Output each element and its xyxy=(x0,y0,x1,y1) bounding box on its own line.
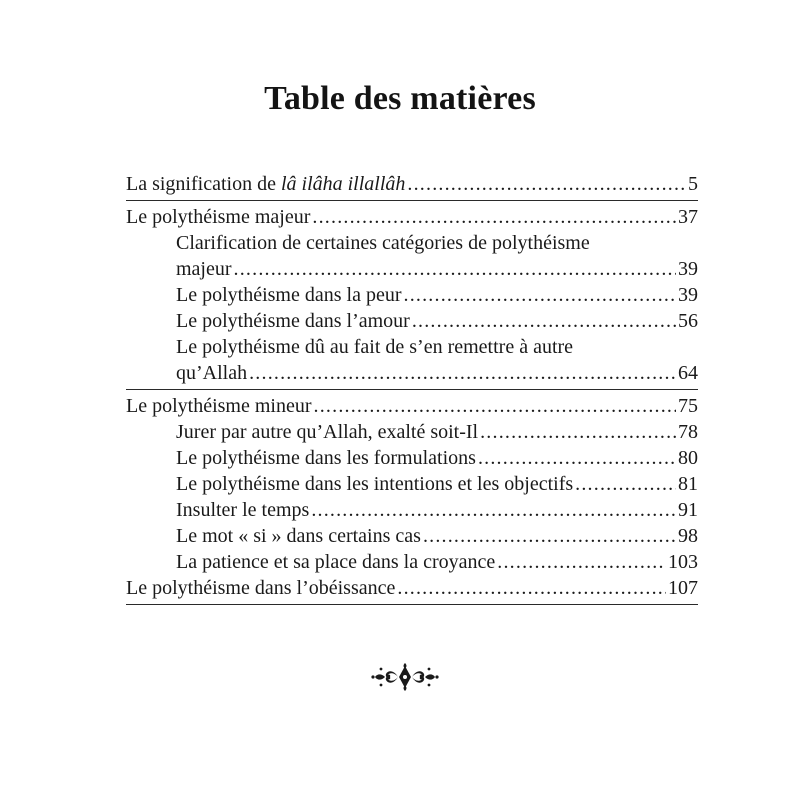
toc-entry xyxy=(176,334,698,386)
dot-leader xyxy=(397,575,666,601)
toc-entry-title: Le polythéisme mineur xyxy=(126,395,312,417)
toc-entry-title: Le polythéisme dans les formulations xyxy=(176,447,476,469)
dot-leader xyxy=(575,471,676,497)
toc-page-number: 75 xyxy=(678,395,698,417)
toc-entry xyxy=(176,308,698,334)
toc-page-number: 91 xyxy=(678,499,698,521)
toc-entry-title: Le polythéisme dans l’obéissance xyxy=(126,577,396,599)
dot-leader xyxy=(404,282,677,308)
toc-entry-title: Insulter le temps xyxy=(176,499,310,521)
dot-leader xyxy=(311,497,676,523)
dot-leader xyxy=(480,419,676,445)
toc-entry-title-line: Clarification de certaines catégories de polythéisme xyxy=(176,232,590,254)
dot-leader xyxy=(412,308,676,334)
toc-entry-title-line: Le polythéisme dû au fait de s’en remettre à autre xyxy=(176,336,574,358)
toc-page-number: 56 xyxy=(678,310,698,332)
toc-page-number: 5 xyxy=(688,173,698,195)
dot-leader xyxy=(234,256,676,282)
dot-leader xyxy=(423,523,676,549)
toc-entry-title: La patience et sa place dans la croyance xyxy=(176,551,496,573)
toc-page-number: 81 xyxy=(678,473,698,495)
toc-page-number: 78 xyxy=(678,421,698,443)
dot-leader xyxy=(314,393,676,419)
toc-entry xyxy=(176,419,698,445)
toc-entry xyxy=(176,282,698,308)
dot-leader xyxy=(407,171,686,197)
dot-leader xyxy=(497,549,666,575)
toc-page-number: 98 xyxy=(678,525,698,547)
toc-entry-title: Le polythéisme dans la peur xyxy=(176,284,402,306)
section-divider xyxy=(126,200,698,201)
toc-entry-title: Le mot « si » dans certains cas xyxy=(176,525,421,547)
toc-page-number: 103 xyxy=(668,551,698,573)
toc-entry xyxy=(176,471,698,497)
toc-page-number: 39 xyxy=(678,258,698,280)
toc-page-number: 107 xyxy=(668,577,698,599)
toc-entry xyxy=(126,575,698,601)
toc-entry-title: Le polythéisme dans l’amour xyxy=(176,310,410,332)
toc-entry xyxy=(126,204,698,230)
toc-entry xyxy=(176,523,698,549)
toc-entry xyxy=(176,230,698,282)
toc-page-number: 80 xyxy=(678,447,698,469)
toc-entry-title: Le polythéisme dans les intentions et les objectifs xyxy=(176,473,574,495)
toc-entry xyxy=(126,393,698,419)
toc-entry xyxy=(176,497,698,523)
dot-leader xyxy=(478,445,676,471)
toc-entry-title: La signification de lâ ilâha illallâh xyxy=(126,173,406,195)
toc-page-number: 37 xyxy=(678,206,698,228)
toc-entry xyxy=(176,549,698,575)
toc-entry xyxy=(176,445,698,471)
toc-entry-title: majeur xyxy=(176,258,232,280)
section-divider xyxy=(126,389,698,390)
page-title: Table des matières xyxy=(264,80,536,117)
toc-entry-title-italic: lâ ilâha illallâh xyxy=(280,173,406,195)
section-divider xyxy=(126,604,698,605)
toc-entry xyxy=(126,171,698,197)
dot-leader xyxy=(312,204,676,230)
dot-leader xyxy=(249,360,676,386)
toc-entry-title: qu’Allah xyxy=(176,362,248,384)
toc-entry-title: Jurer par autre qu’Allah, exalté soit-Il xyxy=(176,421,479,443)
toc-page-number: 39 xyxy=(678,284,698,306)
toc-entry-title: Le polythéisme majeur xyxy=(126,206,311,228)
table-of-contents xyxy=(126,171,698,608)
toc-page-number: 64 xyxy=(678,362,698,384)
floral-ornament-icon xyxy=(370,662,440,692)
